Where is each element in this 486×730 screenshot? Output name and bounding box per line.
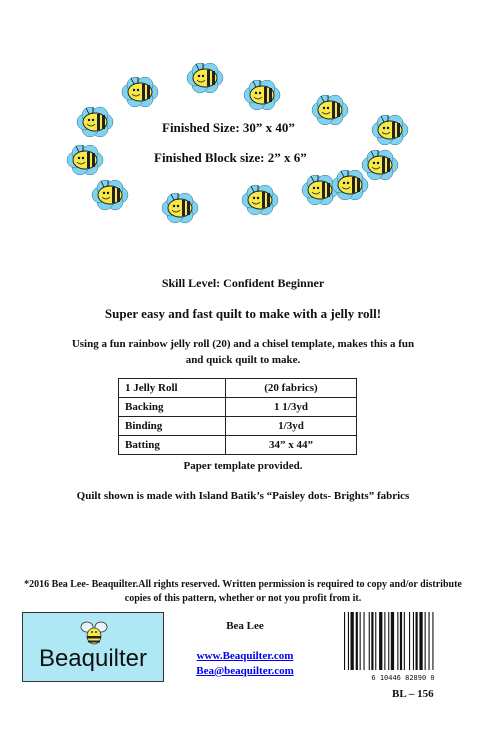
barcode-bar: [375, 612, 376, 670]
barcode-bar: [419, 612, 422, 670]
bee-flower-icon: [244, 80, 280, 110]
table-row: [119, 379, 357, 398]
barcode-bar: [351, 612, 354, 670]
bee-flower-icon: [242, 185, 278, 215]
table-row: [119, 417, 357, 436]
barcode-bar: [379, 612, 382, 670]
supply-item: Batting: [119, 436, 226, 455]
beaquilter-logo: [22, 612, 164, 682]
finished-size: Finished Size: 30” x 40”: [162, 120, 295, 135]
bee-flower-icon: [362, 150, 398, 180]
barcode-bar: [371, 612, 373, 670]
pattern-code: BL – 156: [392, 688, 434, 700]
barcode-bar: [429, 612, 430, 670]
table-row: [119, 436, 357, 455]
bee-flower-icon: [312, 95, 348, 125]
supply-amount: 1/3yd: [226, 417, 357, 436]
fabric-note: Quilt shown is made with Island Batik’s “Paisley dots- Brights” fabrics: [76, 490, 410, 502]
bee-flower-icon: [122, 77, 158, 107]
bee-flower-icon: [92, 180, 128, 210]
table-row: [119, 398, 357, 417]
barcode-bar: [348, 612, 349, 670]
supplies-table: [118, 378, 357, 455]
bee-flower-icon: [332, 170, 368, 200]
website-link[interactable]: www.Beaquilter.com: [196, 650, 294, 662]
supply-item: Binding: [119, 417, 226, 436]
logo-text: Beaquilter: [38, 645, 148, 672]
barcode-bar: [356, 612, 358, 670]
barcode-bar: [369, 612, 370, 670]
barcode: [340, 610, 466, 682]
tagline: Super easy and fast quilt to make with a jelly roll!: [104, 306, 382, 321]
bee-flower-icon: [67, 145, 103, 175]
barcode-bar: [388, 612, 389, 670]
copyright-notice: *2016 Bea Lee- Beaquilter.All rights reserved. Written permission is required to copy and/or distribute copies of this pattern, whether or not you profit from it.: [24, 579, 462, 604]
author-name: Bea Lee: [226, 620, 264, 632]
barcode-bar: [344, 612, 345, 670]
description: Using a fun rainbow jelly roll (20) and a chisel template, makes this a fun and quick quilt to make.: [71, 338, 415, 366]
supply-item: Backing: [119, 398, 226, 417]
bee-icon: [79, 617, 109, 647]
template-note: Paper template provided.: [183, 460, 303, 472]
skill-level: Skill Level: Confident Beginner: [161, 276, 325, 290]
barcode-bar: [416, 612, 418, 670]
barcode-bar: [397, 612, 398, 670]
barcode-bar: [360, 612, 361, 670]
barcode-bar: [384, 612, 385, 670]
barcode-number: 6 10446 82890 0: [371, 674, 435, 682]
bee-flower-icon: [77, 107, 113, 137]
barcode-bar: [364, 612, 365, 670]
finished-block-size: Finished Block size: 2” x 6”: [154, 150, 307, 165]
barcode-bar: [432, 612, 433, 670]
supply-amount: 34” x 44”: [226, 436, 357, 455]
email-link[interactable]: Bea@beaquilter.com: [196, 665, 294, 677]
barcode-bar: [400, 612, 402, 670]
barcode-bar: [391, 612, 394, 670]
supply-amount: (20 fabrics): [226, 379, 357, 398]
bee-wreath-illustration: [0, 0, 486, 230]
supply-amount: 1 1/3yd: [226, 398, 357, 417]
bee-flower-icon: [302, 175, 338, 205]
barcode-bar: [404, 612, 405, 670]
bee-flower-icon: [187, 63, 223, 93]
supply-item: 1 Jelly Roll: [119, 379, 226, 398]
barcode-bar: [413, 612, 414, 670]
bee-flower-icon: [162, 193, 198, 223]
barcode-bar: [425, 612, 426, 670]
bee-flower-icon: [372, 115, 408, 145]
barcode-bar: [409, 612, 410, 670]
